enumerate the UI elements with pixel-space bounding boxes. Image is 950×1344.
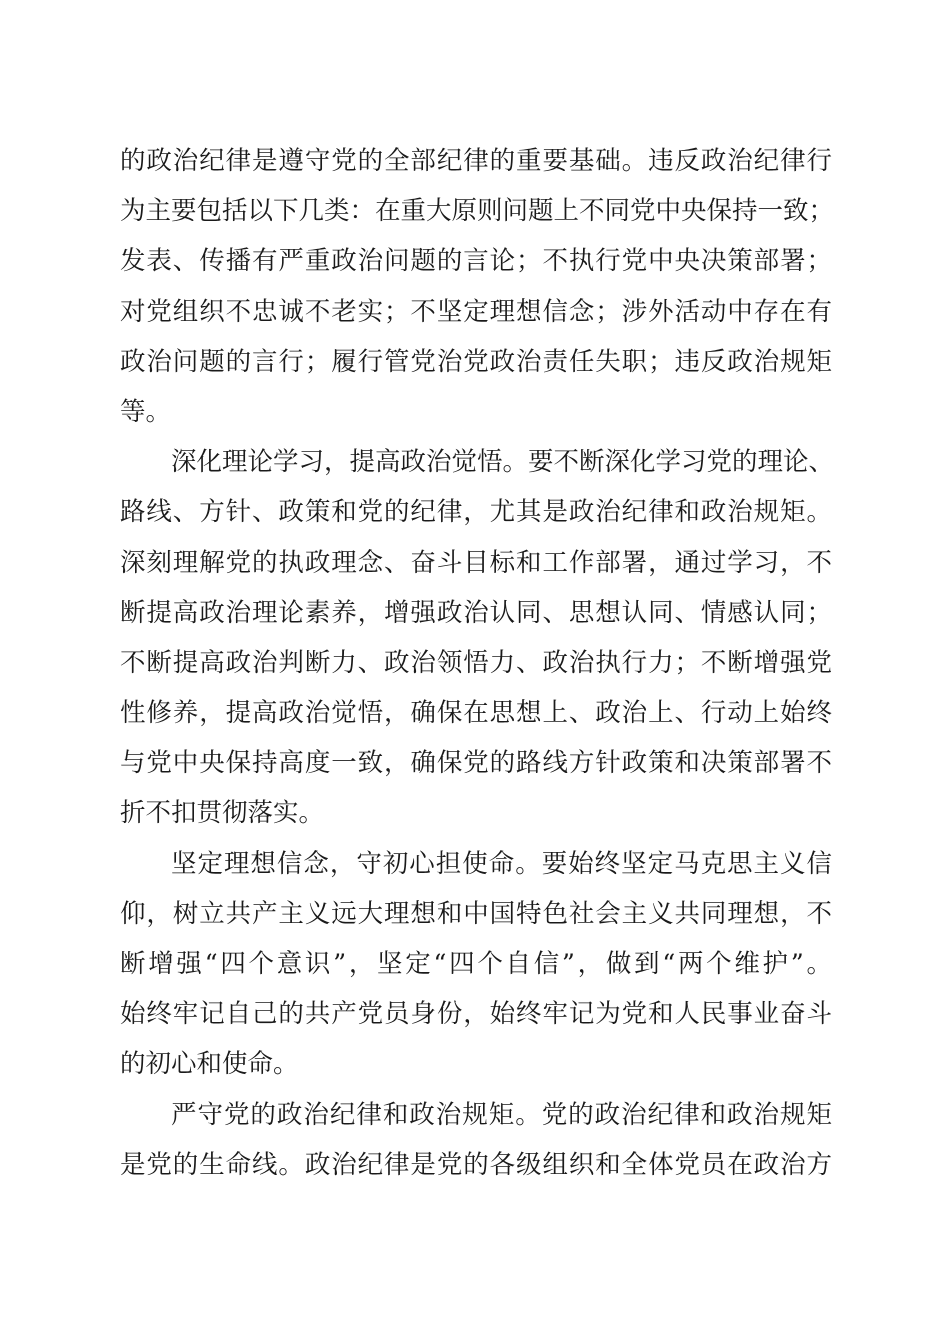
text-line: 断增强“四个意识”，坚定“四个自信”，做到“两个维护”。	[120, 949, 832, 979]
text-line: 与党中央保持高度一致，确保党的路线方针政策和决策部署不	[120, 748, 832, 779]
text-line: 断提高政治理论素养，增强政治认同、思想认同、情感认同；	[120, 597, 832, 628]
text-line: 性修养，提高政治觉悟，确保在思想上、政治上、行动上始终	[120, 698, 832, 729]
paragraph-heading-line: 坚定理想信念，守初心担使命。要始终坚定马克思主义信	[171, 848, 832, 879]
text-line: 对党组织不忠诚不老实；不坚定理想信念；涉外活动中存在有	[120, 296, 832, 327]
text-line: 政治问题的言行；履行管党治党政治责任失职；违反政治规矩	[120, 346, 832, 377]
text-line: 是党的生命线。政治纪律是党的各级组织和全体党员在政治方	[120, 1149, 832, 1180]
text-line: 折不扣贯彻落实。	[120, 798, 325, 829]
text-line: 发表、传播有严重政治问题的言论；不执行党中央决策部署；	[120, 246, 832, 277]
text-line: 的初心和使命。	[120, 1049, 299, 1080]
text-line: 深刻理解党的执政理念、奋斗目标和工作部署，通过学习，不	[120, 547, 832, 578]
text-line: 不断提高政治判断力、政治领悟力、政治执行力；不断增强党	[120, 647, 832, 678]
paragraph-heading-line: 深化理论学习，提高政治觉悟。要不断深化学习党的理论、	[171, 447, 835, 478]
text-line: 仰，树立共产主义远大理想和中国特色社会主义共同理想，不	[120, 898, 832, 929]
text-line: 为主要包括以下几类：在重大原则问题上不同党中央保持一致；	[120, 196, 835, 227]
body-text	[120, 136, 835, 1190]
text-line: 等。	[120, 396, 172, 427]
text-line: 路线、方针、政策和党的纪律，尤其是政治纪律和政治规矩。	[120, 497, 832, 528]
text-line: 始终牢记自己的共产党员身份，始终牢记为党和人民事业奋斗	[120, 999, 832, 1030]
paragraph-heading-line: 严守党的政治纪律和政治规矩。党的政治纪律和政治规矩	[171, 1099, 832, 1130]
text-line: 的政治纪律是遵守党的全部纪律的重要基础。违反政治纪律行	[120, 146, 832, 176]
